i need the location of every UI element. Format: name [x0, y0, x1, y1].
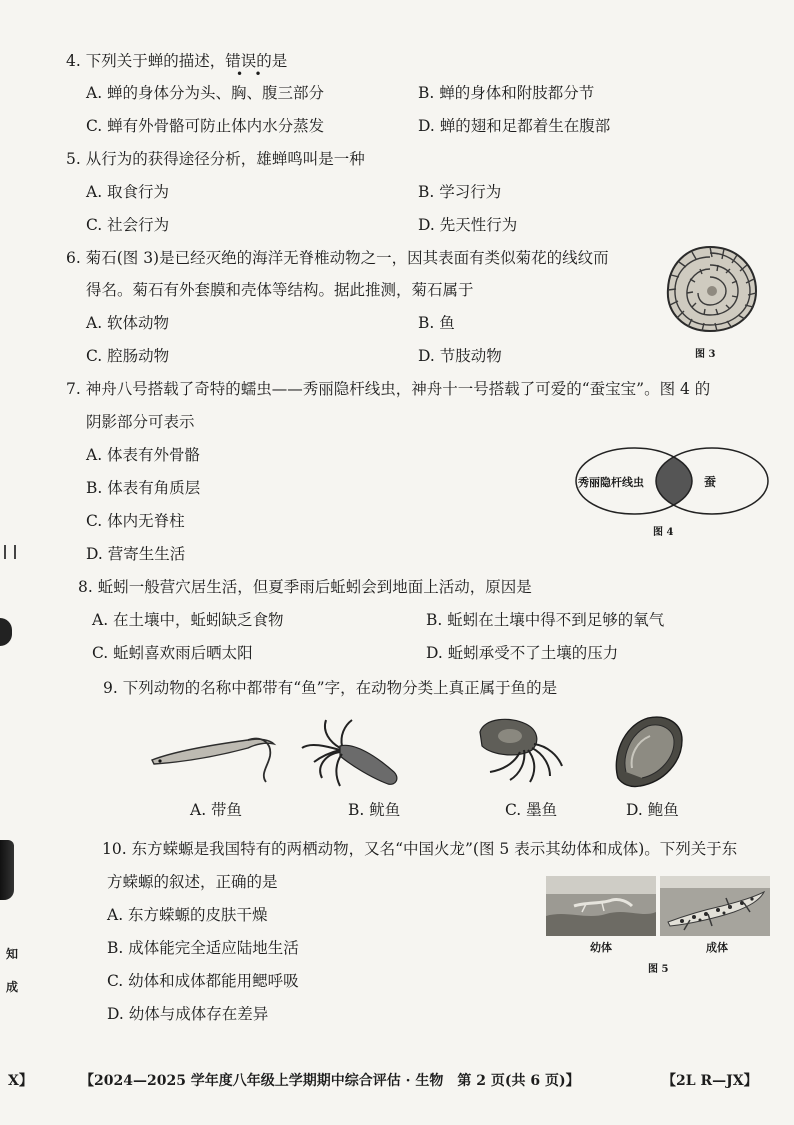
- label-adult: 成体: [706, 941, 728, 954]
- q5-option-a[interactable]: A. 取食行为: [86, 183, 170, 201]
- q4-option-a[interactable]: A. 蝉的身体分为头、胸、腹三部分: [86, 84, 325, 102]
- q10-option-b[interactable]: B. 成体能完全适应陆地生活: [107, 939, 299, 957]
- q5-stem: 5. 从行为的获得途径分析，雄蝉鸣叫是一种: [66, 150, 365, 168]
- squid-image: [296, 712, 406, 792]
- q6-option-c[interactable]: C. 腔肠动物: [86, 347, 170, 365]
- abalone-image: [608, 712, 688, 792]
- q4-option-d[interactable]: D. 蝉的翅和足都着生在腹部: [418, 117, 611, 135]
- emphasis-dotted: 错误: [225, 52, 257, 70]
- q9-option-d[interactable]: D. 鲍鱼: [626, 801, 679, 819]
- q6-stem-line1: 6. 菊石(图 3)是已经灭绝的海洋无脊椎动物之一，因其表面有类似菊花的线纹而: [66, 249, 609, 267]
- margin-crescent: [0, 618, 12, 646]
- q4-stem: 4. 下列关于蝉的描述，错误的是: [66, 52, 288, 70]
- q9-option-b[interactable]: B. 鱿鱼: [348, 801, 401, 819]
- q7-option-b[interactable]: B. 体表有角质层: [86, 479, 201, 497]
- footer-exam-title: 【2024—2025 学年度八年级上学期期中综合评估 · 生物 第 2 页(共 6 页)】: [80, 1073, 580, 1089]
- venn-right-label: 蚕: [704, 475, 717, 489]
- emphasis-dots: • •: [236, 67, 262, 81]
- q8-option-b[interactable]: B. 蚯蚓在土壤中得不到足够的氧气: [426, 611, 665, 629]
- q7-option-a[interactable]: A. 体表有外骨骼: [86, 446, 201, 464]
- label-larva: 幼体: [590, 941, 612, 954]
- q7-stem-line2: 阴影部分可表示: [86, 413, 195, 431]
- footer-left-mark: X】: [8, 1073, 33, 1089]
- q5-option-c[interactable]: C. 社会行为: [86, 216, 170, 234]
- q8-stem: 8. 蚯蚓一般营穴居生活，但夏季雨后蚯蚓会到地面上活动，原因是: [78, 578, 532, 596]
- venn-left-label: 秀丽隐杆线虫: [578, 476, 644, 489]
- q8-option-a[interactable]: A. 在土壤中，蚯蚓缺乏食物: [92, 611, 284, 629]
- q10-option-a[interactable]: A. 东方蝾螈的皮肤干燥: [107, 906, 268, 924]
- q8-option-c[interactable]: C. 蚯蚓喜欢雨后晒太阳: [92, 644, 253, 662]
- salamander-adult-image: [660, 876, 770, 936]
- q6-stem-line2: 得名。菊石有外套膜和壳体等结构。据此推测，菊石属于: [86, 281, 474, 299]
- hairtail-fish-image: [148, 730, 278, 785]
- margin-bar: [0, 840, 14, 900]
- q10-option-d[interactable]: D. 幼体与成体存在差异: [107, 1005, 269, 1023]
- q10-stem-line2: 方蝾螈的叙述，正确的是: [107, 873, 278, 891]
- salamander-larva-image: [546, 876, 656, 936]
- q5-option-b[interactable]: B. 学习行为: [418, 183, 502, 201]
- margin-mark-top: [4, 545, 16, 559]
- q10-option-c[interactable]: C. 幼体和成体都能用鳃呼吸: [107, 972, 299, 990]
- q9-option-c[interactable]: C. 墨鱼: [505, 801, 558, 819]
- figure-5-caption: 图 5: [648, 964, 669, 975]
- figure-3-caption: 图 3: [695, 349, 716, 360]
- q4-option-b[interactable]: B. 蝉的身体和附肢都分节: [418, 84, 595, 102]
- q9-stem: 9. 下列动物的名称中都带有“鱼”字，在动物分类上真正属于鱼的是: [103, 679, 558, 697]
- figure-4-caption: 图 4: [653, 527, 674, 538]
- q6-option-b[interactable]: B. 鱼: [418, 314, 455, 332]
- venn-diagram: [572, 444, 772, 519]
- margin-char-1: 知: [6, 947, 19, 961]
- margin-char-2: 成: [6, 980, 19, 994]
- q6-option-d[interactable]: D. 节肢动物: [418, 347, 502, 365]
- q8-option-d[interactable]: D. 蚯蚓承受不了土壤的压力: [426, 644, 619, 662]
- ammonite-fossil-image: [660, 243, 760, 335]
- footer-code: 【2L R—JX】: [662, 1073, 758, 1089]
- q5-option-d[interactable]: D. 先天性行为: [418, 216, 518, 234]
- q7-stem-line1: 7. 神舟八号搭载了奇特的蠕虫——秀丽隐杆线虫，神舟十一号搭载了可爱的“蚕宝宝”。图 4 的: [66, 380, 711, 398]
- q7-option-c[interactable]: C. 体内无脊柱: [86, 512, 185, 530]
- q7-option-d[interactable]: D. 营寄生生活: [86, 545, 186, 563]
- cuttlefish-image: [470, 712, 570, 787]
- q4-option-c[interactable]: C. 蝉有外骨骼可防止体内水分蒸发: [86, 117, 325, 135]
- q10-stem-line1: 10. 东方蝾螈是我国特有的两栖动物，又名“中国火龙”(图 5 表示其幼体和成体)。下列关于东: [102, 840, 738, 858]
- q9-option-a[interactable]: A. 带鱼: [190, 801, 243, 819]
- q6-option-a[interactable]: A. 软体动物: [86, 314, 170, 332]
